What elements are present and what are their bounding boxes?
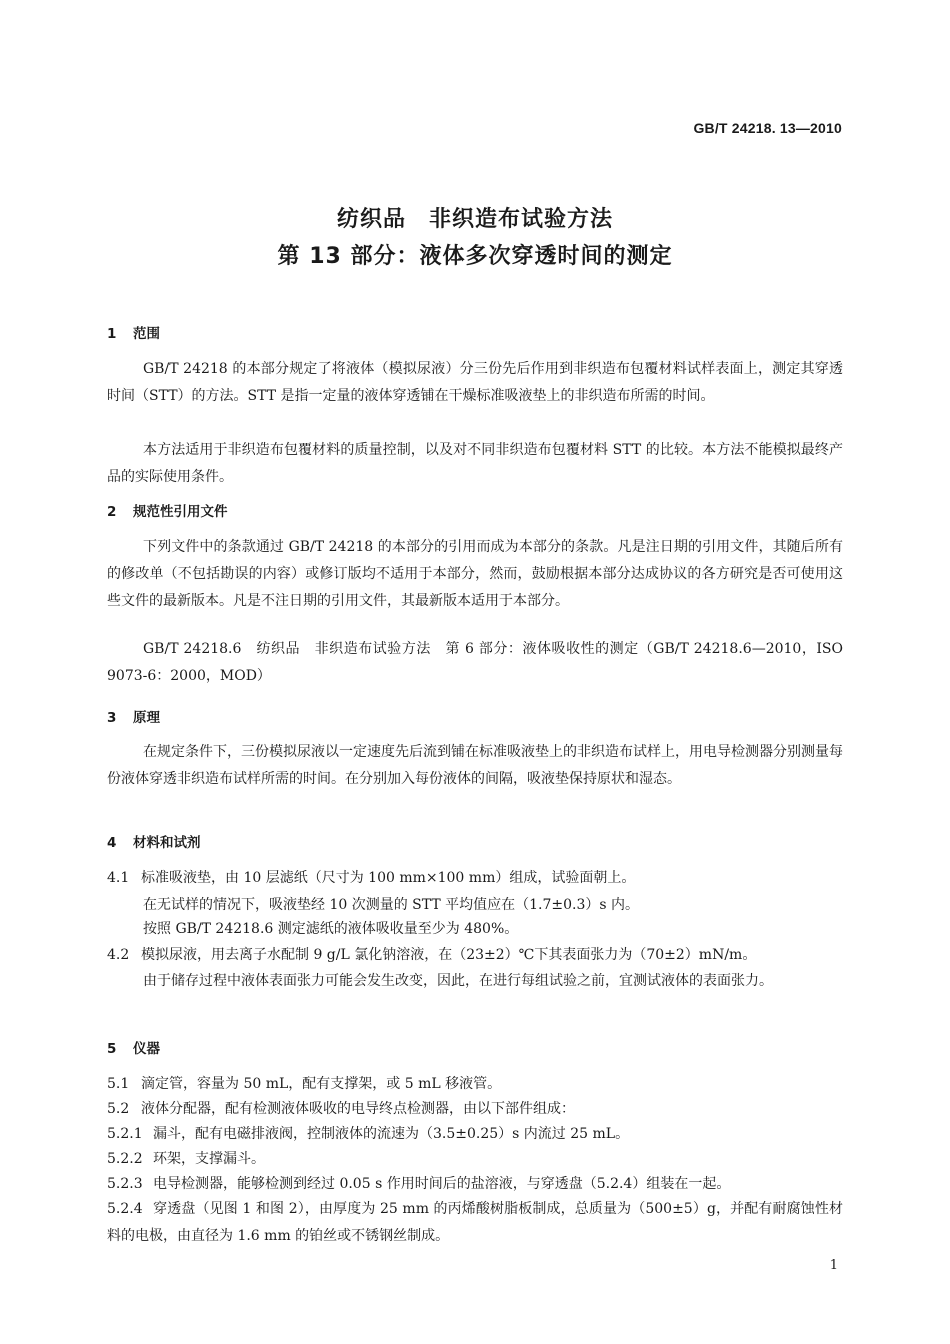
section-number: 3 <box>107 710 117 726</box>
clause-5-2 <box>107 1096 843 1123</box>
document-title: 纺织品 非织造布试验方法 <box>336 207 613 232</box>
clause-4-2 <box>107 942 843 969</box>
clause-number: 5.2 <box>107 1101 130 1117</box>
section-title: 材料和试剂 <box>133 835 201 851</box>
clause-text: 漏斗，配有电磁排液阀，控制液体的流速为（3.5±0.25）s 内流过 25 mL。 <box>153 1126 630 1142</box>
section-number: 1 <box>107 326 117 342</box>
clause-5-1 <box>107 1071 843 1098</box>
clause-number: 5.2.4 <box>107 1201 143 1217</box>
document-subtitle: 第 13 部分：液体多次穿透时间的测定 <box>277 244 673 269</box>
reference-entry: GB/T 24218.6 纺织品 非织造布试验方法 第 6 部分：液体吸收性的测定（GB/T 24218.6—2010，ISO 9073-6：2000，MOD） <box>107 641 843 684</box>
clause-4-1 <box>107 865 843 892</box>
clause-text: 模拟尿液，用去离子水配制 9 g/L 氯化钠溶液，在（23±2）℃下其表面张力为（70±2）mN/m。 <box>141 947 757 963</box>
clause-5-2-1 <box>107 1121 843 1148</box>
clause-text: 按照 GB/T 24218.6 测定滤纸的液体吸收量至少为 480%。 <box>143 921 519 937</box>
page-number: 1 <box>829 1258 838 1273</box>
clause-text: 在无试样的情况下，吸液垫经 10 次测量的 STT 平均值应在（1.7±0.3）s 内。 <box>143 897 640 913</box>
paragraph: 本方法适用于非织造布包覆材料的质量控制，以及对不同非织造布包覆材料 STT 的比较。本方法不能模拟最终产品的实际使用条件。 <box>107 442 843 485</box>
section-title: 范围 <box>133 326 160 342</box>
section-title: 仪器 <box>133 1041 160 1057</box>
clause-text: 电导检测器，能够检测到经过 0.05 s 作用时间后的盐溶液，与穿透盘（5.2.4）组装在一起。 <box>153 1176 731 1192</box>
clause-text: 液体分配器，配有检测液体吸收的电导终点检测器，由以下部件组成： <box>141 1101 575 1117</box>
clause-number: 5.2.2 <box>107 1151 143 1167</box>
section-heading-scope <box>107 322 160 342</box>
section-title: 规范性引用文件 <box>133 504 228 520</box>
clause-text: 环架，支撑漏斗。 <box>153 1151 265 1167</box>
clause-5-2-4 <box>107 1196 843 1250</box>
paragraph: GB/T 24218 的本部分规定了将液体（模拟尿液）分三份先后作用到非织造布包覆材料试样表面上，测定其穿透时间（STT）的方法。STT 是指一定量的液体穿透铺在干燥标准吸液垫上的非织造布所需的时间。 <box>107 361 843 404</box>
clause-text: 穿透盘（见图 1 和图 2），由厚度为 25 mm 的丙烯酸树脂板制成，总质量为（500±5）g，并配有耐腐蚀性材料的电极，由直径为 1.6 mm 的铂丝或不锈钢丝制成。 <box>107 1201 843 1244</box>
section-heading-materials <box>107 831 201 851</box>
section-title: 原理 <box>133 710 160 726</box>
clause-number: 5.1 <box>107 1076 130 1092</box>
paragraph: 在规定条件下，三份模拟尿液以一定速度先后流到铺在标准吸液垫上的非织造布试样上，用电导检测器分别测量每份液体穿透非织造布试样所需的时间。在分别加入每份液体的间隔，吸液垫保持原状和湿态。 <box>107 744 843 787</box>
clause-number: 5.2.3 <box>107 1176 143 1192</box>
paragraph: 由于储存过程中液体表面张力可能会发生改变，因此，在进行每组试验之前，宜测试液体的表面张力。 <box>143 973 773 989</box>
section-number: 4 <box>107 835 117 851</box>
clause-5-2-2 <box>107 1146 843 1173</box>
clause-5-2-3 <box>107 1171 843 1198</box>
section-number: 2 <box>107 504 117 520</box>
clause-number: 4.1 <box>107 870 130 886</box>
clause-number: 4.2 <box>107 947 130 963</box>
section-heading-principle <box>107 706 160 726</box>
section-heading-normative-references <box>107 500 228 520</box>
paragraph: 下列文件中的条款通过 GB/T 24218 的本部分的引用而成为本部分的条款。凡是注日期的引用文件，其随后所有的修改单（不包括勘误的内容）或修订版均不适用于本部分，然而，鼓励根据本部分达成协议的各方研究是否可使用这些文件的最新版本。凡是不注日期的引用文件，其最新版本适用于本部分。 <box>107 539 843 609</box>
standard-code: GB/T 24218. 13—2010 <box>693 120 842 136</box>
clause-number: 5.2.1 <box>107 1126 143 1142</box>
clause-text: 滴定管，容量为 50 mL，配有支撑架，或 5 mL 移液管。 <box>141 1076 502 1092</box>
clause-text: 标准吸液垫，由 10 层滤纸（尺寸为 100 mm×100 mm）组成，试验面朝上。 <box>141 870 636 886</box>
section-number: 5 <box>107 1041 117 1057</box>
section-heading-apparatus <box>107 1037 160 1057</box>
